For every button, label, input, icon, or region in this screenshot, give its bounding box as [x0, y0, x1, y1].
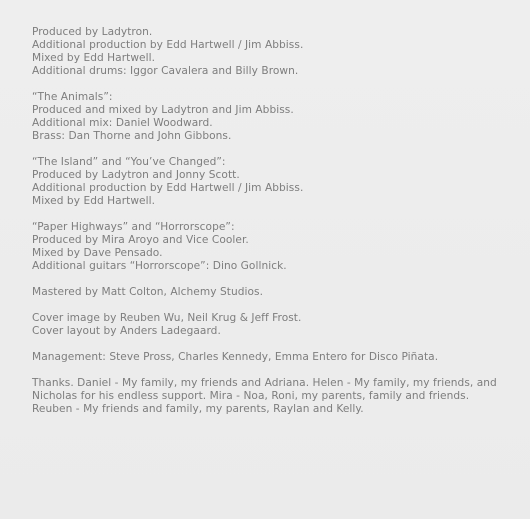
credit-line: Mixed by Dave Pensado. [32, 247, 163, 259]
credit-line: Additional production by Edd Hartwell / Jim Abbiss. [32, 39, 304, 51]
mastering-credits [32, 286, 510, 299]
island-youve-changed-credits [32, 156, 510, 208]
credit-line: Mixed by Edd Hartwell. [32, 52, 156, 64]
credit-line: “The Island” and “You’ve Changed”: [32, 156, 226, 168]
credit-line: Brass: Dan Thorne and John Gibbons. [32, 130, 232, 142]
thanks-line: Nicholas for his endless support. Mira - Noa, Roni, my parents, family and friends. [32, 390, 470, 402]
thanks-paragraph [32, 377, 502, 416]
thanks-line: Thanks. Daniel - My family, my friends and Adriana. Helen - My family, my friends, and [32, 377, 497, 389]
credit-line: “The Animals”: [32, 91, 113, 103]
credit-line: Produced by Ladytron. [32, 26, 153, 38]
thanks-line: Reuben - My friends and family, my parents, Raylan and Kelly. [32, 403, 364, 415]
credit-line: Mixed by Edd Hartwell. [32, 195, 156, 207]
management-credits [32, 351, 510, 364]
credit-line: Additional production by Edd Hartwell / Jim Abbiss. [32, 182, 304, 194]
credit-line: Mastered by Matt Colton, Alchemy Studios. [32, 286, 264, 298]
credit-line: Produced by Ladytron and Jonny Scott. [32, 169, 240, 181]
credit-line: Management: Steve Pross, Charles Kennedy, Emma Entero for Disco Piñata. [32, 351, 439, 363]
credit-line: Produced by Mira Aroyo and Vice Cooler. [32, 234, 249, 246]
paper-highways-horrorscope-credits [32, 221, 510, 273]
cover-credits [32, 312, 510, 338]
credit-line: Produced and mixed by Ladytron and Jim Abbiss. [32, 104, 294, 116]
credit-line: Cover layout by Anders Ladegaard. [32, 325, 221, 337]
production-credits [32, 26, 510, 78]
credit-line: Additional guitars “Horrorscope”: Dino Gollnick. [32, 260, 287, 272]
the-animals-credits [32, 91, 510, 143]
credit-line: “Paper Highways” and “Horrorscope”: [32, 221, 235, 233]
credit-line: Additional drums: Iggor Cavalera and Billy Brown. [32, 65, 299, 77]
credit-line: Additional mix: Daniel Woodward. [32, 117, 213, 129]
credit-line: Cover image by Reuben Wu, Neil Krug & Jeff Frost. [32, 312, 302, 324]
